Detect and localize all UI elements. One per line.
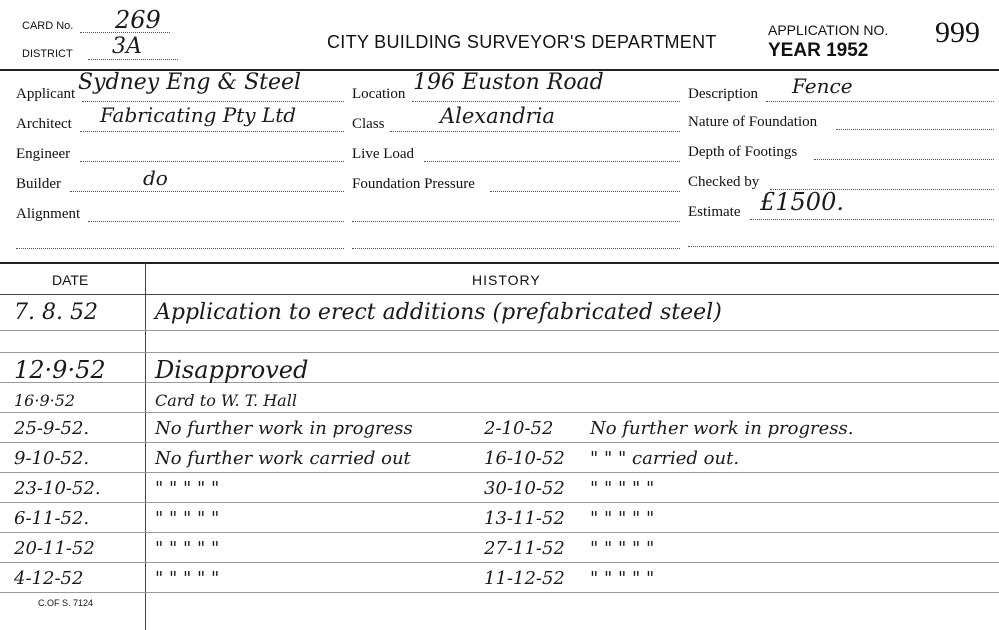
architect-value: Fabricating Pty Ltd xyxy=(100,103,297,127)
ruled-line xyxy=(0,412,999,413)
history-row-date: 4-12-52 xyxy=(14,568,84,589)
class-value: Alexandria xyxy=(440,104,555,128)
history-row-date: 6-11-52. xyxy=(14,508,90,529)
builder-line xyxy=(70,191,344,192)
ruled-line xyxy=(0,472,999,473)
date-header: DATE xyxy=(52,272,89,288)
form-code: C.OF S. 7124 xyxy=(38,598,94,608)
builder-label: Builder xyxy=(16,176,61,192)
history-row-text-2: " " " carried out. xyxy=(590,448,740,469)
applicant-line xyxy=(82,101,344,102)
history-row-text-2: " " " " " xyxy=(590,538,655,559)
depth-of-footings-label: Depth of Footings xyxy=(688,144,798,160)
history-row-text: " " " " " xyxy=(155,568,220,589)
builder-value: do xyxy=(143,166,168,190)
history-row-text: Disapproved xyxy=(155,356,309,384)
history-row-date-2: 13-11-52 xyxy=(484,508,565,529)
history-row-text-2: No further work in progress. xyxy=(590,418,854,439)
history-row-date-2: 11-12-52 xyxy=(484,568,565,589)
table-top-border xyxy=(0,262,999,264)
foundation-pressure-line xyxy=(490,191,680,192)
history-row-text: No further work in progress xyxy=(155,418,413,439)
history-row-text-2: " " " " " xyxy=(590,568,655,589)
year-label: YEAR 1952 xyxy=(768,40,869,61)
history-row-date-2: 16-10-52 xyxy=(484,448,565,469)
description-value: Fence xyxy=(792,74,853,98)
architect-label: Architect xyxy=(16,116,72,132)
ruled-line xyxy=(0,330,999,331)
checked-by-label: Checked by xyxy=(688,174,760,190)
application-no-value: 999 xyxy=(935,16,980,49)
history-row-date-2: 30-10-52 xyxy=(484,478,565,499)
estimate-line xyxy=(750,219,994,220)
district-label: DISTRICT xyxy=(22,48,73,60)
history-row-date: 20-11-52 xyxy=(14,538,95,559)
ruled-line xyxy=(0,562,999,563)
history-header: HISTORY xyxy=(472,272,541,288)
class-line xyxy=(390,131,680,132)
history-row-text: " " " " " xyxy=(155,508,220,529)
application-no-label: APPLICATION NO. xyxy=(768,22,889,38)
card-no-value: 269 xyxy=(115,6,161,34)
nature-line xyxy=(836,129,994,130)
col3-line-6 xyxy=(688,246,994,247)
history-row-text: Application to erect additions (prefabricated steel) xyxy=(155,300,722,325)
alignment-line-2 xyxy=(16,248,344,249)
history-row-text-2: " " " " " xyxy=(590,508,655,529)
live-load-label: Live Load xyxy=(352,146,415,162)
ruled-line xyxy=(0,532,999,533)
col2-line-6 xyxy=(352,248,680,249)
architect-line xyxy=(80,131,344,132)
ruled-line xyxy=(0,502,999,503)
history-row-date: 23-10-52. xyxy=(14,478,101,499)
history-row-date: 25-9-52. xyxy=(14,418,90,439)
col2-line-5 xyxy=(352,221,680,222)
history-row-date: 7. 8. 52 xyxy=(14,300,98,325)
description-line xyxy=(766,101,994,102)
location-value: 196 Euston Road xyxy=(413,70,604,95)
history-row-text-2: " " " " " xyxy=(590,478,655,499)
ruled-line xyxy=(0,352,999,353)
history-row-date-2: 2-10-52 xyxy=(484,418,554,439)
applicant-value: Sydney Eng & Steel xyxy=(78,70,302,95)
department-title: CITY BUILDING SURVEYOR'S DEPARTMENT xyxy=(327,32,717,52)
estimate-label: Estimate xyxy=(688,204,741,220)
location-label: Location xyxy=(352,86,406,102)
estimate-value: £1500. xyxy=(760,188,844,216)
engineer-line xyxy=(80,161,344,162)
history-row-date: 9-10-52. xyxy=(14,448,90,469)
location-line xyxy=(412,101,680,102)
history-row-text: " " " " " xyxy=(155,478,220,499)
history-row-date-2: 27-11-52 xyxy=(484,538,565,559)
class-label: Class xyxy=(352,116,385,132)
history-row-text: Card to W. T. Hall xyxy=(155,391,297,410)
ruled-line xyxy=(0,382,999,383)
history-row-text: " " " " " xyxy=(155,538,220,559)
ruled-line xyxy=(0,592,999,593)
district-line xyxy=(88,59,178,60)
foundation-pressure-label: Foundation Pressure xyxy=(352,176,475,192)
nature-of-foundation-label: Nature of Foundation xyxy=(688,114,818,130)
alignment-line xyxy=(88,221,344,222)
description-label: Description xyxy=(688,86,758,102)
applicant-label: Applicant xyxy=(16,86,76,102)
live-load-line xyxy=(424,161,680,162)
date-column-divider xyxy=(145,263,146,630)
alignment-label: Alignment xyxy=(16,206,81,222)
ruled-line xyxy=(0,442,999,443)
history-row-date: 12·9·52 xyxy=(14,356,106,384)
engineer-label: Engineer xyxy=(16,146,71,162)
district-value: 3A xyxy=(112,34,142,59)
header-underline xyxy=(0,294,999,295)
depth-line xyxy=(814,159,994,160)
history-row-text: No further work carried out xyxy=(155,448,411,469)
history-row-date: 16·9·52 xyxy=(14,391,76,410)
card-no-label: CARD No. xyxy=(22,20,74,32)
